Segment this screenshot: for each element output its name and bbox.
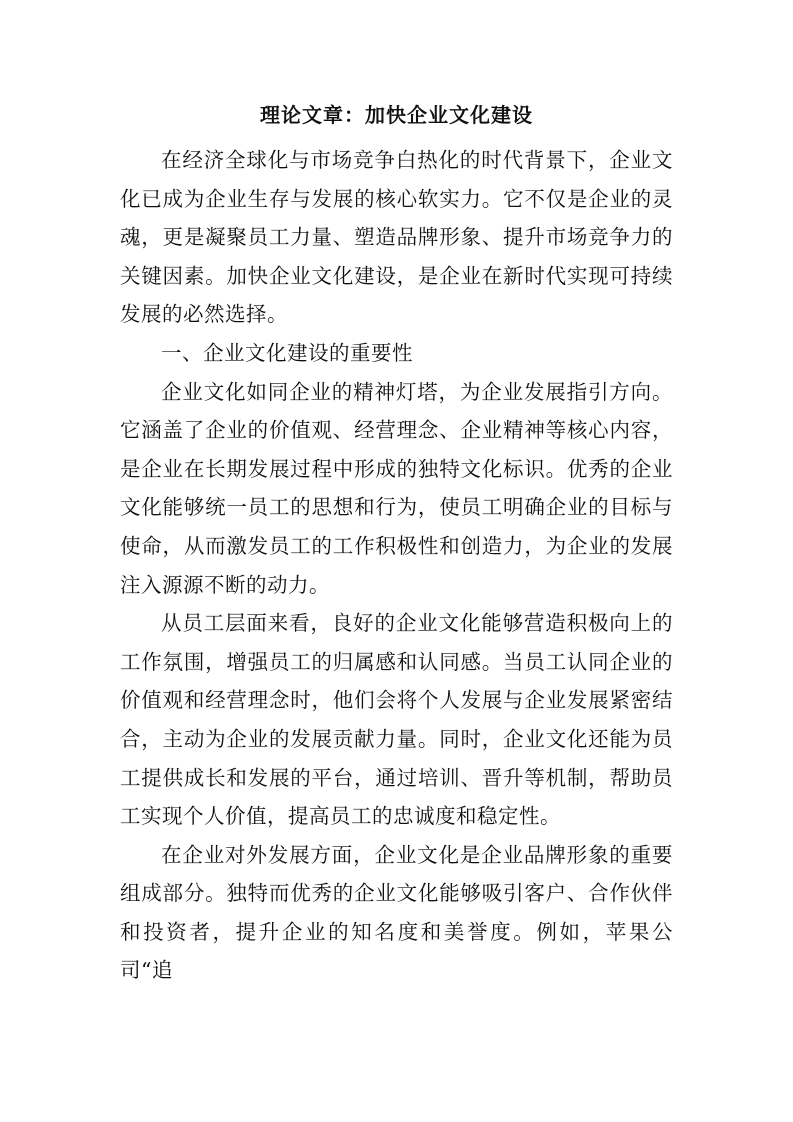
paragraph-intro: 在经济全球化与市场竞争白热化的时代背景下，企业文化已成为企业生存与发展的核心软实力。它不仅是企业的灵魂，更是凝聚员工力量、塑造品牌形象、提升市场竞争力的关键因素。加快企业文化建设，是企业在新时代实现可持续发展的必然选择。 bbox=[120, 148, 673, 327]
paragraph-culture-role: 企业文化如同企业的精神灯塔，为企业发展指引方向。它涵盖了企业的价值观、经营理念、企业精神等核心内容，是企业在长期发展过程中形成的独特文化标识。优秀的企业文化能够统一员工的思想和行为，使员工明确企业的目标与使命，从而激发员工的工作积极性和创造力，为企业的发展注入源源不断的动力。 bbox=[120, 379, 673, 597]
paragraph-employee-level: 从员工层面来看，良好的企业文化能够营造积极向上的工作氛围，增强员工的归属感和认同感。当员工认同企业的价值观和经营理念时，他们会将个人发展与企业发展紧密结合，主动为企业的发展贡献力量。同时，企业文化还能为员工提供成长和发展的平台，通过培训、晋升等机制，帮助员工实现个人价值，提高员工的忠诚度和稳定性。 bbox=[120, 611, 673, 829]
section-heading: 一、企业文化建设的重要性 bbox=[161, 340, 413, 365]
paragraph-external-development: 在企业对外发展方面，企业文化是企业品牌形象的重要组成部分。独特而优秀的企业文化能够吸引客户、合作伙伴和投资者，提升企业的知名度和美誉度。例如，苹果公司“追 bbox=[120, 842, 673, 983]
document-title: 理论文章：加快企业文化建设 bbox=[260, 103, 533, 127]
document-body bbox=[120, 141, 673, 990]
